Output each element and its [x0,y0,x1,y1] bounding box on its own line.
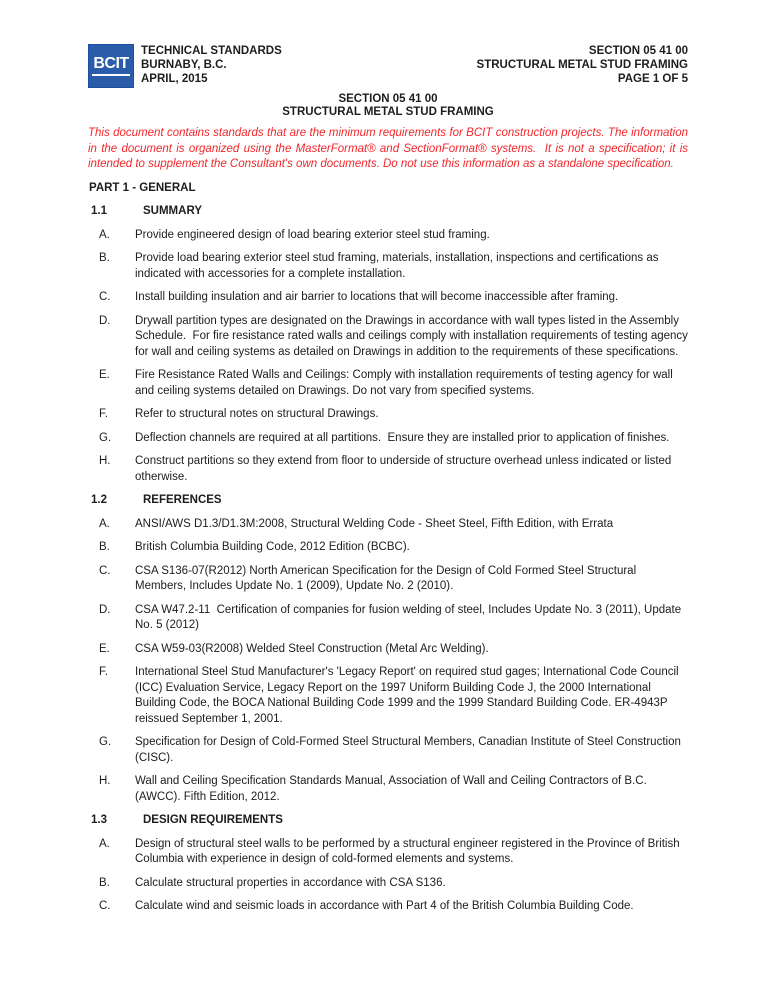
list-item [88,665,688,727]
item-text: Refer to structural notes on structural Drawings. [135,408,379,420]
page-content [88,44,692,923]
list-item [88,642,688,658]
item-text: Wall and Ceiling Specification Standards Manual, Association of Wall and Ceiling Contractors of B.C. (AWCC). Fifth Edition, 2012. [135,775,650,803]
item-label: C. [99,564,111,577]
subsection-heading [88,493,688,509]
bcit-logo [88,44,134,88]
header-right-block [282,44,688,86]
notice-paragraph: This document contains standards that are the minimum requirements for BCIT construction projects. The information in the document is organized using the MasterFormat® and SectionFormat® systems. It is not a specification; it is intended to supplement the Consultant's own documents. Do not use this information as a standalone specification. [88,127,692,170]
list-item [88,368,688,399]
subsection-number: 1.2 [91,494,107,506]
list-item [88,517,688,533]
header-page-line: PAGE 1 OF 5 [617,73,688,85]
subsection-title: REFERENCES [143,494,222,506]
subsection-1.1 [88,204,692,485]
list-item [88,407,688,423]
subsection-title: SUMMARY [143,205,202,217]
item-label: G. [99,736,112,748]
item-label: A. [99,517,110,530]
item-label: A. [99,837,110,850]
item-text: Specification for Design of Cold-Formed Steel Structural Members, Canadian Institute of Steel Construction (CISC). [135,736,685,764]
item-text: Fire Resistance Rated Walls and Ceilings: Comply with installation requirements of testing agency for wall and ceiling systems detailed on Drawings. Do not vary from specified systems. [135,369,676,397]
header-city-line: BURNABY, B.C. [141,59,227,71]
list-item [88,454,688,485]
document-title-section-name: STRUCTURAL METAL STUD FRAMING [282,106,494,118]
item-label: H. [99,455,111,467]
item-text: Construct partitions so they extend from floor to underside of structure overhead unless indicated or listed otherwise. [135,455,675,483]
subsection-number: 1.1 [91,205,107,217]
sections-container [88,204,692,915]
list-item [88,774,688,805]
item-label: A. [99,228,110,241]
item-label: D. [99,603,111,616]
subsection-heading [88,204,688,220]
item-text: British Columbia Building Code, 2012 Edition (BCBC). [135,541,410,553]
subsection-1.3 [88,813,688,915]
document-header [88,44,688,88]
item-label: E. [99,369,110,381]
item-text: International Steel Stud Manufacturer's 'Legacy Report' on required stud gages; International Code Council (ICC) Evaluation Service, Legacy Report on the 1997 Uniform Building Code J, the 2000 International Building Code, the BOCA National Building Code 1999 and the 1999 Standard Building Code. ER-4943P reissued September 1, 2001. [135,666,682,725]
list-item [88,899,688,915]
list-item [88,540,688,556]
item-label: F. [99,666,108,678]
item-label: B. [99,252,110,264]
subsection-heading [88,813,688,829]
list-item [88,603,688,634]
item-text: Calculate wind and seismic loads in accordance with Part 4 of the British Columbia Building Code. [135,900,634,912]
item-text: Drywall partition types are designated on the Drawings in accordance with wall types listed in the Assembly Schedule. For fire resistance rated walls and ceilings comply with installation requirements of testing agency for wall and ceiling systems as detailed on Drawings in addition to the requirements of these specifications. [135,314,692,358]
list-item [88,735,688,766]
list-item [88,228,688,244]
list-item [88,837,688,868]
item-label: C. [99,291,111,303]
document-title-section-number: SECTION 05 41 00 [338,93,438,105]
subsection-1.2 [88,493,688,805]
item-text: Calculate structural properties in accordance with CSA S136. [135,876,446,889]
item-label: B. [99,876,110,889]
list-item [88,564,688,595]
item-text: Install building insulation and air barrier to locations that will become inaccessible after framing. [135,291,619,303]
item-text: CSA S136-07(R2012) North American Specification for the Design of Cold Formed Steel Structural Members, Includes Update No. 1 (2009), Update No. 2 (2010). [135,564,640,592]
header-org-line: TECHNICAL STANDARDS [141,45,282,57]
item-text: Deflection channels are required at all partitions. Ensure they are installed prior to application of finishes. [135,431,670,444]
item-text: Provide engineered design of load bearing exterior steel stud framing. [135,228,490,241]
document-title [88,93,688,119]
header-section-line: SECTION 05 41 00 [588,45,688,57]
header-title-line: STRUCTURAL METAL STUD FRAMING [476,59,688,71]
item-label: G. [99,431,112,444]
list-item [88,251,688,282]
item-label: H. [99,775,111,787]
bcit-logo-rule [92,74,130,76]
header-date-line: APRIL, 2015 [141,73,208,85]
item-label: E. [99,642,110,655]
subsection-title: DESIGN REQUIREMENTS [143,814,283,826]
item-label: D. [99,314,111,327]
item-text: Design of structural steel walls to be performed by a structural engineer registered in the Province of British Columbia with experience in design of cold-formed elements and systems. [135,837,683,865]
item-label: F. [99,408,108,420]
item-text: CSA W59-03(R2008) Welded Steel Construction (Metal Arc Welding). [135,642,489,655]
header-left-block [141,44,282,86]
subsection-number: 1.3 [91,814,107,826]
part-heading: PART 1 - GENERAL [89,181,196,194]
list-item [88,290,688,306]
item-text: Provide load bearing exterior steel stud framing, materials, installation, inspections and certifications as indicated with accessories for a complete installation. [135,252,662,280]
bcit-logo-text: BCIT [93,55,129,72]
item-text: ANSI/AWS D1.3/D1.3M:2008, Structural Welding Code - Sheet Steel, Fifth Edition, with Errata [135,517,614,530]
item-label: C. [99,900,111,912]
item-label: B. [99,541,110,553]
list-item [88,431,688,447]
list-item [88,314,692,361]
item-text: CSA W47.2-11 Certification of companies for fusion welding of steel, Includes Update No. 3 (2011), Update No. 5 (2012) [135,603,685,631]
list-item [88,876,688,892]
